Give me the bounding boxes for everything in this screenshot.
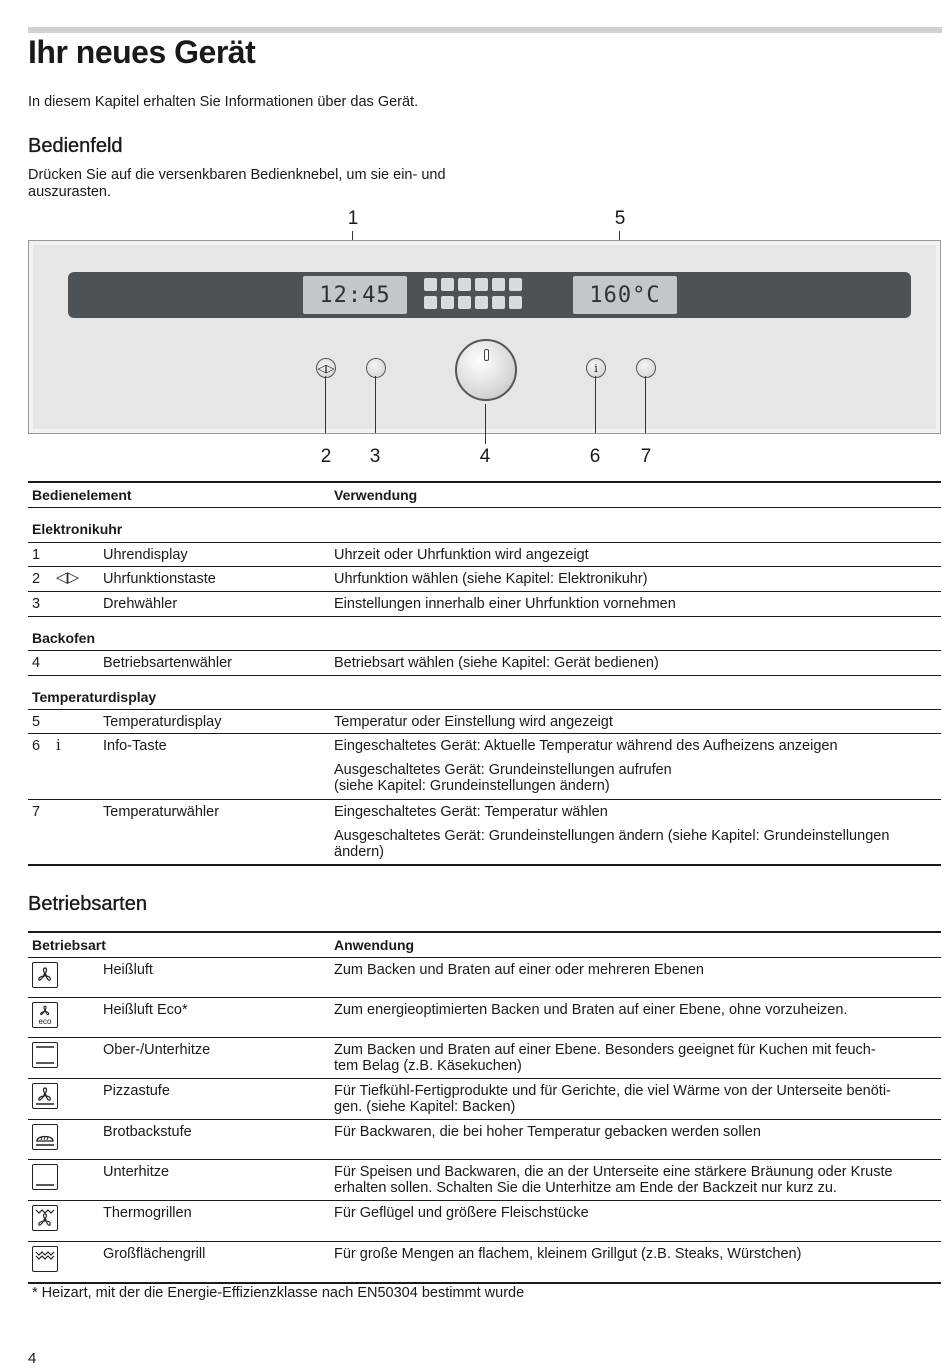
group-elektronikuhr bbox=[28, 508, 941, 543]
footnote: * Heizart, mit der die Energie-Effizienzklasse nach EN50304 bestimmt wurde bbox=[32, 1285, 525, 1301]
top-rule bbox=[28, 27, 942, 33]
row-number: 1 bbox=[32, 547, 41, 563]
clock-display: 12:45 bbox=[303, 276, 407, 314]
row-usage: Uhrfunktion wählen (siehe Kapitel: Elektronikuhr) bbox=[334, 571, 648, 587]
row-usage: Eingeschaltetes Gerät: Aktuelle Temperatur während des Aufheizens anzeigen bbox=[334, 738, 838, 754]
pizza-setting-icon bbox=[32, 1083, 58, 1109]
header-bedienelement: Bedienelement bbox=[32, 487, 132, 503]
arrows-icon: ◁▷ bbox=[56, 569, 80, 586]
table-row bbox=[28, 1242, 941, 1282]
clock-rotary-selector[interactable] bbox=[366, 358, 386, 378]
table-row bbox=[28, 1079, 941, 1120]
row-number: 7 bbox=[32, 804, 41, 820]
table-row bbox=[28, 958, 941, 998]
mode-name: Heißluft Eco* bbox=[103, 1002, 188, 1018]
mode-icons-top bbox=[424, 278, 522, 291]
row-number: 6 bbox=[32, 738, 41, 754]
info-icon: i bbox=[56, 738, 61, 754]
callout-4: 4 bbox=[479, 446, 491, 467]
table-row bbox=[28, 734, 941, 800]
intro-text: In diesem Kapitel erhalten Sie Informationen über das Gerät. bbox=[28, 94, 419, 110]
row-usage: Betriebsart wählen (siehe Kapitel: Gerät bedienen) bbox=[334, 655, 659, 671]
group-label: Backofen bbox=[32, 630, 96, 646]
mode-usage: Zum energieoptimierten Backen und Braten auf einer Ebene, ohne vorzuheizen. bbox=[334, 1002, 848, 1018]
section-heading-betriebsarten: Betriebsarten bbox=[28, 893, 147, 915]
table-row bbox=[28, 1120, 941, 1160]
mode-usage: Zum Backen und Braten auf einer Ebene. Besonders geeignet für Kuchen mit feuch- bbox=[334, 1042, 876, 1058]
mode-usage: gen. (siehe Kapitel: Backen) bbox=[334, 1099, 516, 1115]
row-usage: Uhrzeit oder Uhrfunktion wird angezeigt bbox=[334, 547, 589, 563]
temperature-display: 160°C bbox=[573, 276, 677, 314]
table-header bbox=[28, 931, 941, 958]
table-row bbox=[28, 543, 941, 567]
fan-eco-icon bbox=[32, 1002, 58, 1028]
mode-usage: Für Backwaren, die bei hoher Temperatur gebacken werden sollen bbox=[334, 1124, 761, 1140]
group-backofen bbox=[28, 617, 941, 651]
fan-icon bbox=[32, 962, 58, 988]
row-number: 2 bbox=[32, 571, 41, 587]
row-usage: Eingeschaltetes Gerät: Temperatur wählen bbox=[334, 804, 608, 820]
group-label: Elektronikuhr bbox=[32, 521, 123, 537]
mode-name: Großflächengrill bbox=[103, 1246, 206, 1262]
mode-icons-bottom bbox=[424, 296, 522, 309]
clock-function-button[interactable]: ◁▷ bbox=[316, 358, 336, 378]
mode-name: Brotbackstufe bbox=[103, 1124, 192, 1140]
table-row bbox=[28, 1038, 941, 1079]
mode-usage: Zum Backen und Braten auf einer oder mehreren Ebenen bbox=[334, 962, 704, 978]
mode-usage: erhalten sollen. Schalten Sie die Unterhitze am Ende der Backzeit nur kurz zu. bbox=[334, 1180, 837, 1196]
table-row bbox=[28, 800, 941, 864]
row-element: Drehwähler bbox=[103, 596, 178, 612]
row-element: Temperaturdisplay bbox=[103, 714, 222, 730]
large-grill-icon bbox=[32, 1246, 58, 1272]
table-header bbox=[28, 481, 941, 508]
row-usage: Temperatur oder Einstellung wird angezeigt bbox=[334, 714, 613, 730]
callout-6: 6 bbox=[589, 446, 601, 467]
control-panel-figure bbox=[0, 200, 950, 475]
row-usage: Einstellungen innerhalb einer Uhrfunktion vornehmen bbox=[334, 596, 676, 612]
page-title: Ihr neues Gerät bbox=[28, 34, 256, 70]
group-label: Temperaturdisplay bbox=[32, 689, 157, 705]
mode-name: Pizzastufe bbox=[103, 1083, 170, 1099]
row-element: Info-Taste bbox=[103, 738, 167, 754]
callout-1: 1 bbox=[347, 208, 359, 229]
bedienfeld-text: Drücken Sie auf die versenkbaren Bedienknebel, um sie ein- und auszurasten. bbox=[28, 167, 446, 200]
mode-usage: Für Speisen und Backwaren, die an der Unterseite eine stärkere Bräunung oder Kruste bbox=[334, 1164, 893, 1180]
table-row bbox=[28, 567, 941, 592]
table-row bbox=[28, 651, 941, 676]
row-number: 5 bbox=[32, 714, 41, 730]
table-row bbox=[28, 1160, 941, 1201]
controls-table bbox=[28, 481, 941, 866]
table-row bbox=[28, 592, 941, 617]
row-element: Uhrfunktionstaste bbox=[103, 571, 216, 587]
mode-name: Unterhitze bbox=[103, 1164, 170, 1180]
thermo-grill-icon bbox=[32, 1205, 58, 1231]
header-betriebsart: Betriebsart bbox=[32, 937, 106, 953]
bread-icon bbox=[32, 1124, 58, 1150]
header-verwendung: Verwendung bbox=[334, 487, 418, 503]
section-heading-bedienfeld: Bedienfeld bbox=[28, 135, 123, 157]
mode-usage: Für Geflügel und größere Fleischstücke bbox=[334, 1205, 589, 1221]
row-element: Uhrendisplay bbox=[103, 547, 188, 563]
mode-name: Heißluft bbox=[103, 962, 153, 978]
modes-table bbox=[28, 931, 941, 1284]
top-bottom-heat-icon bbox=[32, 1042, 58, 1068]
row-number: 4 bbox=[32, 655, 41, 671]
table-row bbox=[28, 710, 941, 734]
temperature-selector[interactable] bbox=[636, 358, 656, 378]
page-number: 4 bbox=[28, 1350, 37, 1367]
row-usage: ändern) bbox=[334, 844, 384, 860]
info-button[interactable]: i bbox=[586, 358, 606, 378]
mode-usage: Für Tiefkühl-Fertigprodukte und für Gerichte, die viel Wärme von der Unterseite benöti- bbox=[334, 1083, 891, 1099]
callout-3: 3 bbox=[369, 446, 381, 467]
table-row bbox=[28, 998, 941, 1038]
mode-name: Thermogrillen bbox=[103, 1205, 192, 1221]
callout-5: 5 bbox=[614, 208, 626, 229]
callout-2: 2 bbox=[320, 446, 332, 467]
mode-usage: tem Belag (z.B. Käsekuchen) bbox=[334, 1058, 522, 1074]
row-element: Betriebsartenwähler bbox=[103, 655, 232, 671]
eco-label: eco bbox=[38, 1017, 52, 1026]
table-row bbox=[28, 1201, 941, 1242]
row-usage: (siehe Kapitel: Grundeinstellungen ändern) bbox=[334, 778, 610, 794]
row-usage: Ausgeschaltetes Gerät: Grundeinstellungen aufrufen bbox=[334, 762, 672, 778]
bottom-heat-icon bbox=[32, 1164, 58, 1190]
header-anwendung: Anwendung bbox=[334, 937, 415, 953]
row-number: 3 bbox=[32, 596, 41, 612]
group-temperaturdisplay bbox=[28, 676, 941, 710]
display-strip bbox=[68, 272, 911, 318]
callout-7: 7 bbox=[640, 446, 652, 467]
row-usage: Ausgeschaltetes Gerät: Grundeinstellungen ändern (siehe Kapitel: Grundeinstellungen bbox=[334, 828, 890, 844]
mode-name: Ober-/Unterhitze bbox=[103, 1042, 211, 1058]
row-element: Temperaturwähler bbox=[103, 804, 220, 820]
mode-selector-knob[interactable] bbox=[455, 339, 517, 401]
mode-usage: Für große Mengen an flachem, kleinem Grillgut (z.B. Steaks, Würstchen) bbox=[334, 1246, 802, 1262]
